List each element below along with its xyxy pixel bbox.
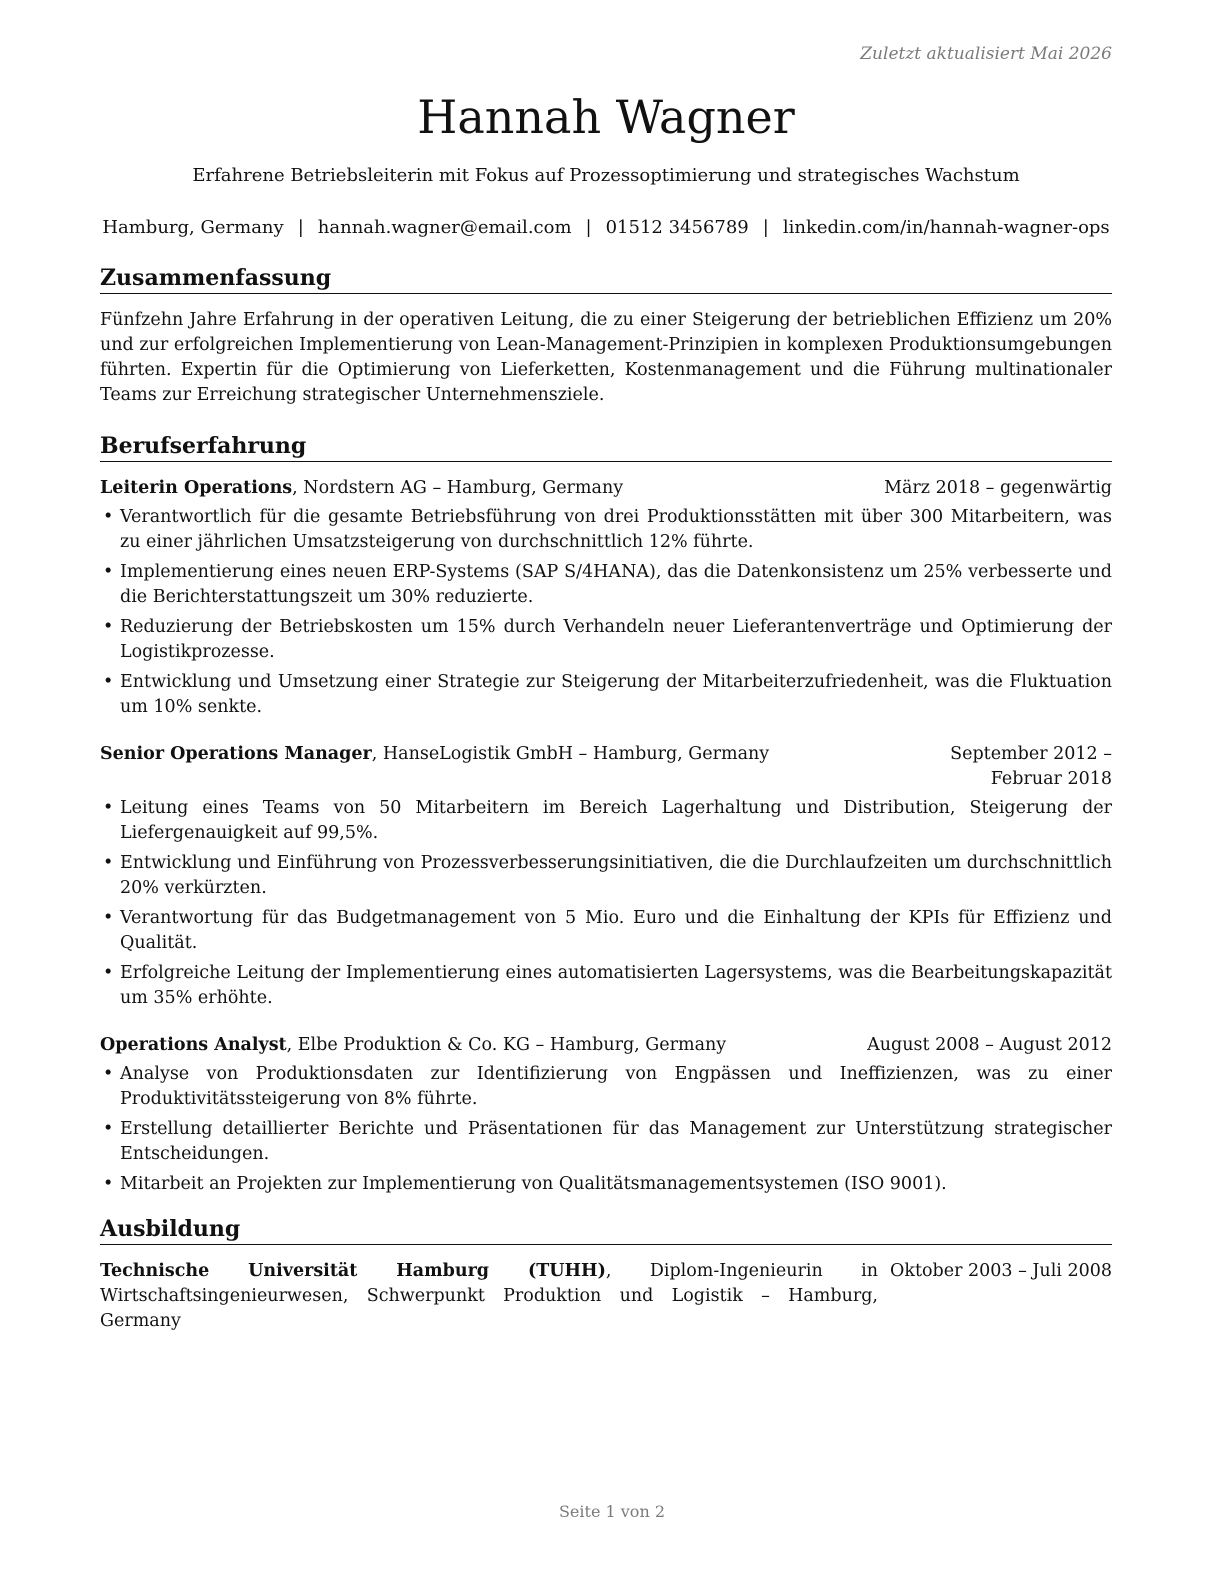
- job-dates: März 2018 – gegenwärtig: [884, 478, 1112, 498]
- job-role: Operations Analyst: [100, 1035, 287, 1055]
- contact-separator: |: [585, 217, 592, 238]
- job-company: , HanseLogistik GmbH – Hamburg, Germany: [371, 744, 770, 764]
- job-header: [100, 476, 1112, 501]
- experience-section: [100, 432, 1112, 1197]
- last-updated-note: Zuletzt aktualisiert Mai 2026: [860, 44, 1112, 64]
- list-item: • Verantwortlich für die gesamte Betriebsführung von drei Produktionsstätten mit über 300 Mitarbeitern, was zu einer jährlichen Umsatzsteigerung von durchschnittlich 12% führte.: [103, 507, 1112, 552]
- education-heading: Ausbildung: [100, 1215, 1112, 1245]
- education-degree: , Diplom-Ingenieurin in Wirtschaftsingenieurwesen, Schwerpunkt Produktion und Logistik – Hamburg, Germany: [100, 1261, 879, 1331]
- job-company: , Elbe Produktion & Co. KG – Hamburg, Germany: [286, 1035, 727, 1055]
- job-header: [100, 1033, 1112, 1058]
- summary-text: Fünfzehn Jahre Erfahrung in der operativen Leitung, die zu einer Steigerung der betrieblichen Effizienz um 20% und zur erfolgreichen Implementierung von Lean-Management-Prinzipien in komplexen Produktionsumgebungen führten. Expertin für die Optimierung von Lieferketten, Kostenmanagement und die Führung multinationaler Teams zur Erreichung strategischer Unternehmensziele.: [100, 310, 1112, 405]
- list-item: • Entwicklung und Umsetzung einer Strategie zur Steigerung der Mitarbeiterzufriedenheit, was die Fluktuation um 10% senkte.: [103, 672, 1112, 717]
- job-dates: August 2008 – August 2012: [867, 1035, 1112, 1055]
- list-item: • Entwicklung und Einführung von Prozessverbesserungsinitiativen, die die Durchlaufzeiten um durchschnittlich 20% verkürzten.: [103, 853, 1112, 898]
- list-item: • Implementierung eines neuen ERP-Systems (SAP S/4HANA), das die Datenkonsistenz um 25% verbesserte und die Berichterstattungszeit um 30% reduzierte.: [103, 562, 1112, 607]
- job-role: Leiterin Operations: [100, 478, 293, 498]
- job-dates: September 2012 – Februar 2018: [950, 744, 1112, 789]
- list-item: • Erstellung detaillierter Berichte und Präsentationen für das Management zur Unterstützung strategischer Entscheidungen.: [103, 1119, 1112, 1164]
- experience-heading: Berufserfahrung: [100, 432, 1112, 462]
- contact-location: Hamburg, Germany: [102, 217, 284, 238]
- contact-separator: |: [297, 217, 304, 238]
- job-role: Senior Operations Manager: [100, 744, 372, 764]
- education-entry: [100, 1259, 1112, 1334]
- job-entry: [100, 476, 1112, 720]
- contact-line: [100, 216, 1112, 240]
- list-item: • Reduzierung der Betriebskosten um 15% durch Verhandeln neuer Lieferantenverträge und Optimierung der Logistikprozesse.: [103, 617, 1112, 662]
- contact-separator: |: [762, 217, 769, 238]
- job-bullets: [100, 1062, 1112, 1197]
- tagline: Erfahrene Betriebsleiterin mit Fokus auf Prozessoptimierung und strategisches Wachstum: [192, 165, 1020, 186]
- education-section: [100, 1215, 1112, 1334]
- candidate-name: Hannah Wagner: [417, 90, 795, 144]
- list-item: • Erfolgreiche Leitung der Implementierung eines automatisierten Lagersystems, was die Bearbeitungskapazität um 35% erhöhte.: [103, 963, 1112, 1008]
- education-dates: Oktober 2003 – Juli 2008: [890, 1261, 1112, 1281]
- job-entry: [100, 742, 1112, 1011]
- job-header: [100, 742, 1112, 792]
- job-bullets: [100, 796, 1112, 1011]
- education-school: Technische Universität Hamburg (TUHH): [100, 1261, 606, 1281]
- job-company: , Nordstern AG – Hamburg, Germany: [292, 478, 624, 498]
- list-item: • Verantwortung für das Budgetmanagement von 5 Mio. Euro und die Einhaltung der KPIs für Effizienz und Qualität.: [103, 908, 1112, 953]
- contact-linkedin[interactable]: linkedin.com/in/hannah-wagner-ops: [782, 217, 1110, 238]
- job-entry: [100, 1033, 1112, 1197]
- list-item: • Mitarbeit an Projekten zur Implementierung von Qualitätsmanagementsystemen (ISO 9001).: [103, 1174, 947, 1194]
- summary-section: [100, 264, 1112, 408]
- resume-page: [100, 86, 1112, 1334]
- contact-phone[interactable]: 01512 3456789: [605, 217, 749, 238]
- list-item: • Analyse von Produktionsdaten zur Identifizierung von Engpässen und Ineffizienzen, was zu einer Produktivitätssteigerung von 8% führte.: [103, 1064, 1112, 1109]
- job-bullets: [100, 505, 1112, 720]
- page-number: Seite 1 von 2: [558, 1502, 666, 1521]
- contact-email[interactable]: hannah.wagner@email.com: [317, 217, 572, 238]
- list-item: • Leitung eines Teams von 50 Mitarbeitern im Bereich Lagerhaltung und Distribution, Steigerung der Liefergenauigkeit auf 99,5%.: [103, 798, 1112, 843]
- summary-heading: Zusammenfassung: [100, 264, 1112, 294]
